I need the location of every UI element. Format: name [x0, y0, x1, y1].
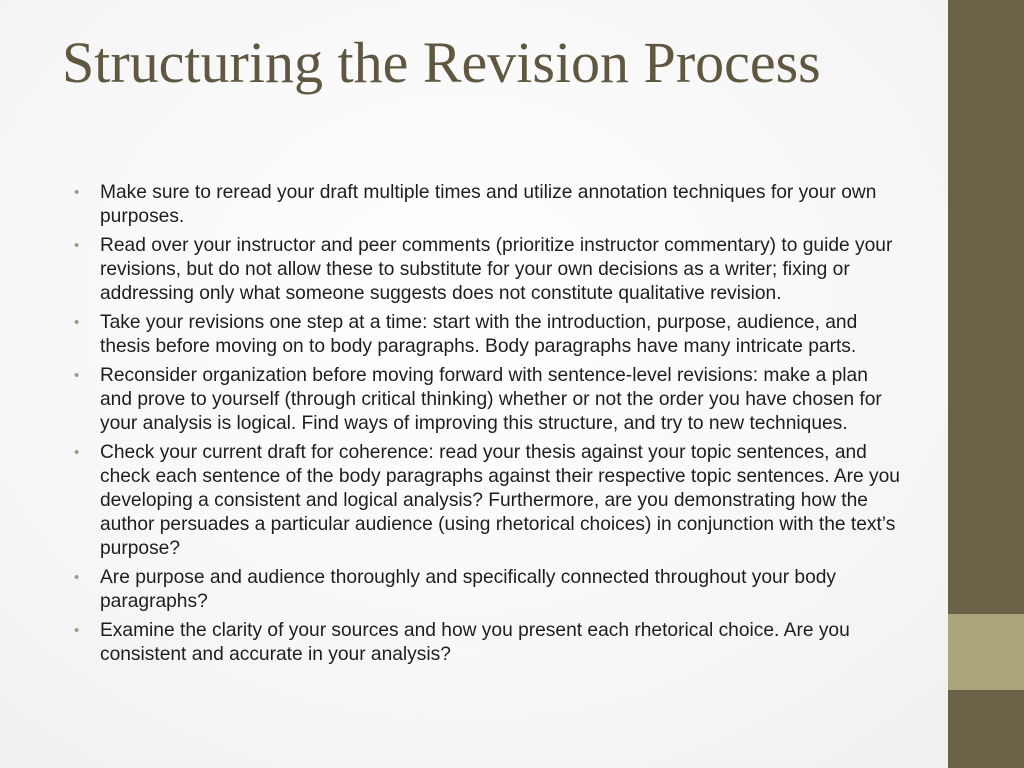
- bullet-text: Examine the clarity of your sources and how you present each rhetorical choice. Are you consistent and accurate in your analysis?: [100, 620, 850, 665]
- slide-title: Structuring the Revision Process: [62, 30, 821, 95]
- bullet-icon: •: [74, 569, 80, 586]
- bullet-item: [74, 441, 904, 561]
- bullet-text: Make sure to reread your draft multiple times and utilize annotation techniques for your own purposes.: [100, 182, 877, 227]
- bullet-text: Read over your instructor and peer comments (prioritize instructor commentary) to guide your revisions, but do not allow these to substitute for your own decisions as a writer; fixing or addressing only what someone suggests does not constitute qualitative revision.: [100, 235, 893, 304]
- bullet-icon: •: [74, 237, 80, 254]
- bullet-text: Check your current draft for coherence: read your thesis against your topic sentences, and check each sentence of the body paragraphs against their respective topic sentences. Are you developing a consistent and logical analysis? Furthermore, are you demonstrating how the author persuades a particular audience (using rhetorical choices) in conjunction with the text’s purpose?: [100, 442, 900, 559]
- bullet-item: [74, 181, 904, 229]
- bullet-text: Reconsider organization before moving forward with sentence-level revisions: make a plan and prove to yourself (through critical thinking) whether or not the order you have chosen for your analysis is logical. Find ways of improving this structure, and try to new techniques.: [100, 365, 882, 434]
- bullet-item: [74, 566, 904, 614]
- bullet-icon: •: [74, 184, 80, 201]
- bullet-item: [74, 364, 904, 436]
- bullet-item: [74, 234, 904, 306]
- bullet-text: Take your revisions one step at a time: start with the introduction, purpose, audience, and thesis before moving on to body paragraphs. Body paragraphs have many intricate parts.: [100, 312, 858, 357]
- bullet-icon: •: [74, 367, 80, 384]
- bullet-item: [74, 619, 904, 667]
- bullet-icon: •: [74, 444, 80, 461]
- bullet-item: [74, 311, 904, 359]
- bullet-text: Are purpose and audience thoroughly and specifically connected throughout your body paragraphs?: [100, 567, 837, 612]
- decorative-sidebar: [948, 0, 1024, 768]
- sidebar-accent-block: [948, 614, 1024, 690]
- bullet-list: [74, 181, 904, 672]
- bullet-icon: •: [74, 622, 80, 639]
- bullet-icon: •: [74, 314, 80, 331]
